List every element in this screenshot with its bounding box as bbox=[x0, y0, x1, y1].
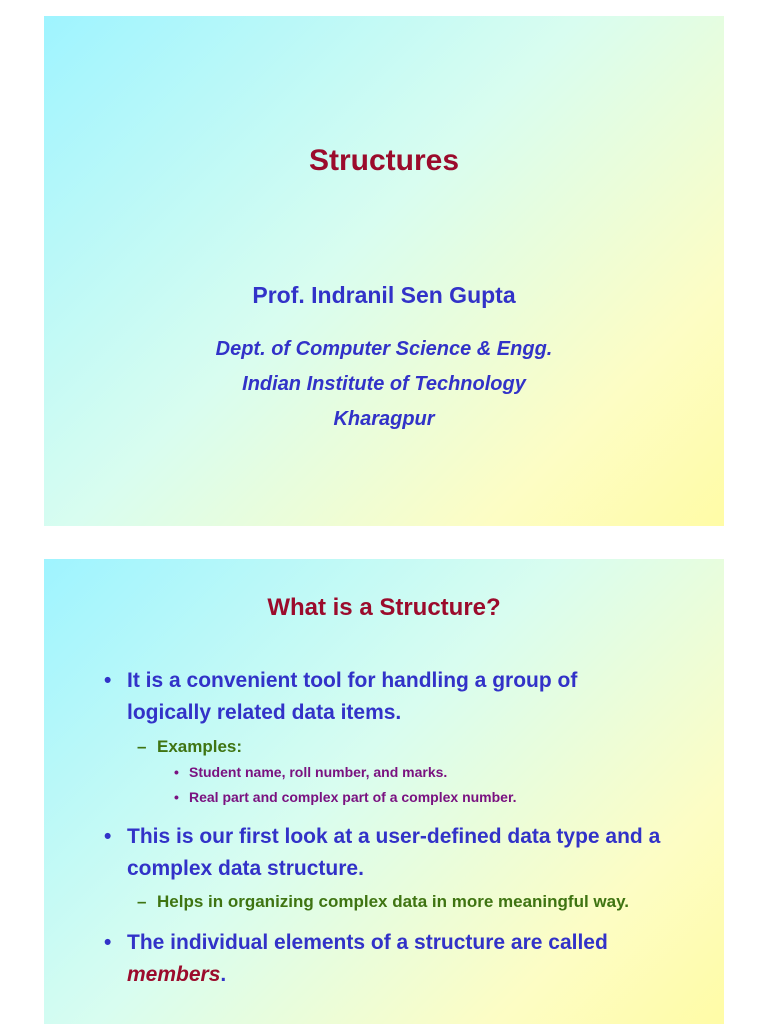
bullet-icon: • bbox=[104, 931, 112, 954]
sub-sub-bullet-item bbox=[104, 785, 720, 810]
dash-icon: – bbox=[137, 737, 147, 756]
bullet-text: The individual elements of a structure are called bbox=[127, 931, 608, 954]
affiliation bbox=[44, 332, 724, 437]
bullet-text: It is a convenient tool for handling a group of bbox=[127, 669, 578, 692]
sub-bullet-text: Examples: bbox=[157, 737, 243, 756]
affiliation-line: Indian Institute of Technology bbox=[242, 373, 526, 395]
affiliation-line: Kharagpur bbox=[333, 408, 435, 430]
sub-sub-bullet-text: Real part and complex part of a complex number. bbox=[189, 789, 517, 805]
author-name: Prof. Indranil Sen Gupta bbox=[252, 282, 516, 308]
bullet-icon: • bbox=[104, 669, 112, 692]
affiliation-line: Dept. of Computer Science & Engg. bbox=[215, 338, 553, 360]
bullet-text: logically related data items. bbox=[127, 701, 402, 724]
slide-title: Structures bbox=[308, 144, 460, 177]
bullet-icon: • bbox=[104, 825, 112, 848]
bullet-icon: • bbox=[174, 764, 179, 780]
bullet-item bbox=[104, 665, 720, 729]
bullet-icon: • bbox=[174, 789, 179, 805]
bullet-item bbox=[104, 821, 720, 885]
sub-bullet-item bbox=[104, 734, 720, 760]
bullet-text-end: . bbox=[220, 963, 227, 986]
bullet-text: complex data structure. bbox=[127, 857, 364, 880]
emphasis-text: members bbox=[127, 963, 221, 986]
content-slide bbox=[44, 559, 724, 1024]
sub-bullet-item bbox=[104, 889, 720, 915]
bullet-item bbox=[104, 927, 720, 991]
sub-sub-bullet-item bbox=[104, 760, 720, 785]
dash-icon: – bbox=[137, 892, 147, 911]
sub-sub-bullet-text: Student name, roll number, and marks. bbox=[189, 764, 448, 780]
bullet-text: This is our first look at a user-defined data type and a bbox=[127, 825, 661, 848]
slide-title: What is a Structure? bbox=[267, 594, 501, 621]
title-slide bbox=[44, 16, 724, 526]
bullet-list bbox=[104, 665, 720, 991]
sub-bullet-text: Helps in organizing complex data in more meaningful way. bbox=[157, 892, 629, 911]
